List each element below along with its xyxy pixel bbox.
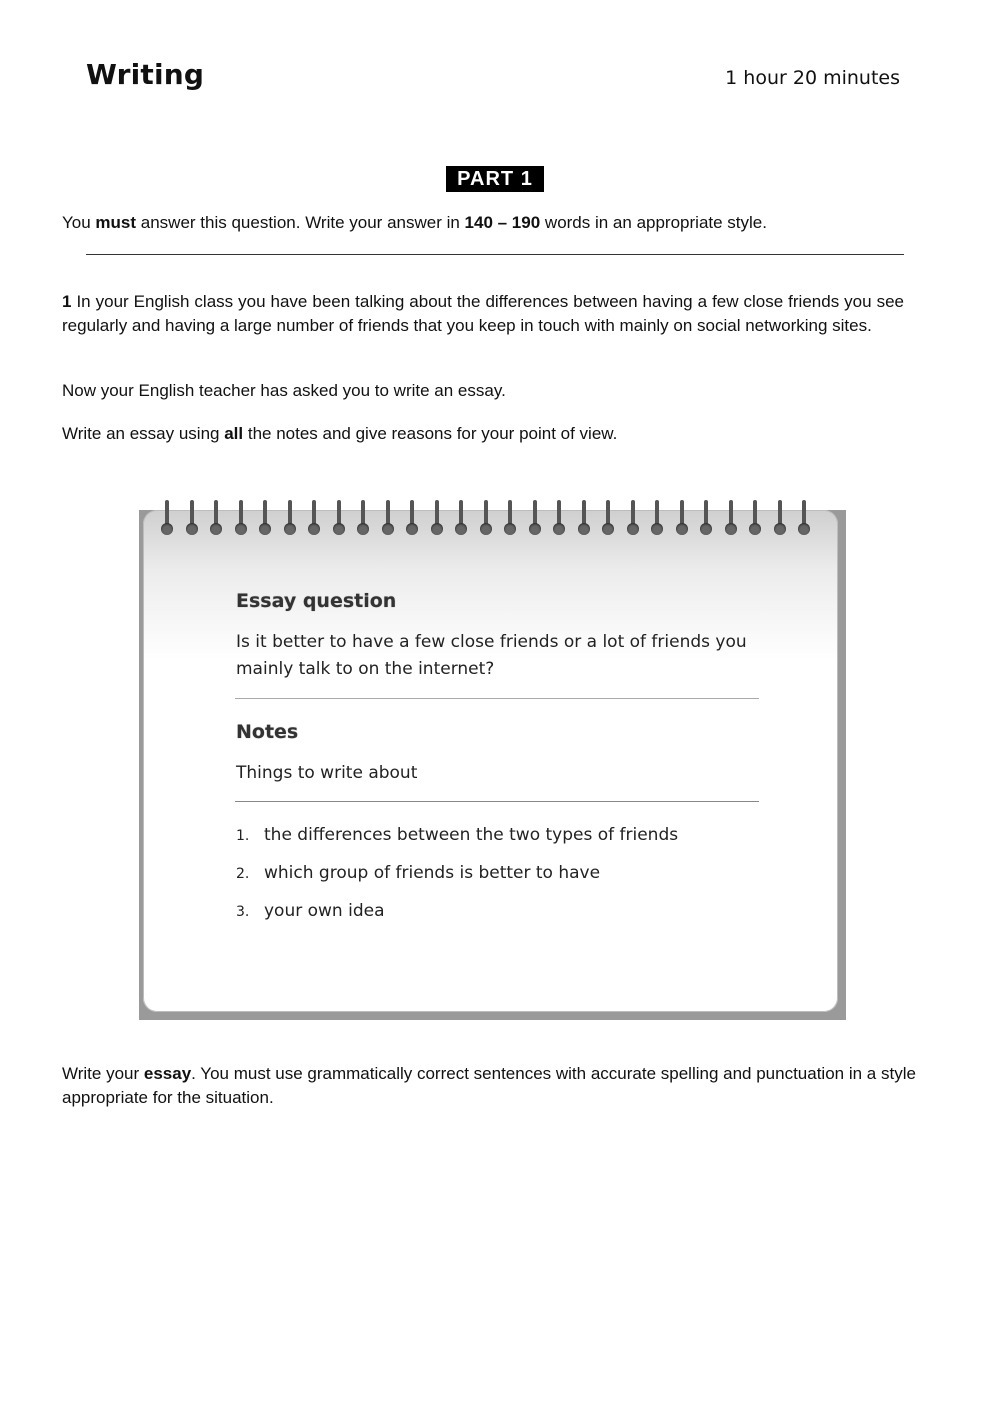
note-item: the differences between the two types of friends xyxy=(264,825,679,845)
spiral-ring xyxy=(332,500,346,538)
spiral-ring xyxy=(454,500,468,538)
notebook-rule-2 xyxy=(235,801,759,802)
divider xyxy=(86,254,904,255)
teacher-line: Now your English teacher has asked you to write an essay. xyxy=(62,381,506,400)
spiral-ring xyxy=(160,500,174,538)
spiral-ring xyxy=(356,500,370,538)
spiral-ring xyxy=(234,500,248,538)
part-badge: PART 1 xyxy=(446,166,544,192)
spiral-ring xyxy=(797,500,811,538)
instruction-line xyxy=(62,211,767,235)
time-allowed: 1 hour 20 minutes xyxy=(725,67,900,89)
footer-text-2: . You must use grammatically correct sentences with accurate spelling and punctuation in a style appropriate for the situation. xyxy=(62,1064,916,1107)
spiral-ring xyxy=(209,500,223,538)
notebook-rule-1 xyxy=(235,698,759,699)
question-intro-text: In your English class you have been talking about the differences between having a few close friends you see regularly and having a large number of friends that you keep in touch with mainly on social networking sites. xyxy=(62,292,904,335)
spiral-ring xyxy=(626,500,640,538)
question-intro xyxy=(62,290,904,338)
notes-subheading: Things to write about xyxy=(236,763,418,783)
spiral-ring xyxy=(601,500,615,538)
note-item-number: 1. xyxy=(236,828,250,844)
spiral-ring xyxy=(381,500,395,538)
spiral-ring xyxy=(699,500,713,538)
spiral-ring xyxy=(528,500,542,538)
notes-heading: Notes xyxy=(236,721,299,743)
spiral-ring xyxy=(675,500,689,538)
spiral-ring xyxy=(650,500,664,538)
note-item: your own idea xyxy=(264,901,385,921)
footer-essay: essay xyxy=(143,1064,192,1083)
spiral-ring xyxy=(748,500,762,538)
note-item: which group of friends is better to have xyxy=(264,863,601,883)
spiral-ring xyxy=(405,500,419,538)
instruction-word-range: 140 – 190 xyxy=(464,213,541,232)
notebook-page xyxy=(143,510,838,1012)
note-item-number: 3. xyxy=(236,904,250,920)
instruction-text-2: answer this question. Write your answer in xyxy=(136,213,465,232)
spiral-ring xyxy=(577,500,591,538)
task-text-2: the notes and give reasons for your point of view. xyxy=(243,424,618,443)
instruction-must: must xyxy=(95,213,137,232)
question-number: 1 xyxy=(62,292,72,311)
note-item-number: 2. xyxy=(236,866,250,882)
spiral-ring xyxy=(258,500,272,538)
spiral-ring xyxy=(724,500,738,538)
task-text-1: Write an essay using xyxy=(62,424,225,443)
spiral-ring xyxy=(773,500,787,538)
footer-instruction xyxy=(62,1062,922,1110)
spiral-ring xyxy=(503,500,517,538)
essay-question-line-2: mainly talk to on the internet? xyxy=(236,659,495,679)
spiral-ring xyxy=(307,500,321,538)
instruction-text-3: words in an appropriate style. xyxy=(540,213,767,232)
task-all: all xyxy=(224,424,244,443)
footer-text-1: Write your xyxy=(62,1064,144,1083)
spiral-ring xyxy=(430,500,444,538)
page-title: Writing xyxy=(86,58,205,91)
instruction-text-1: You xyxy=(62,213,96,232)
spiral-ring xyxy=(283,500,297,538)
essay-question-line-1: Is it better to have a few close friends or a lot of friends you xyxy=(236,632,747,652)
essay-question-heading: Essay question xyxy=(236,590,397,612)
task-line xyxy=(62,422,904,446)
spiral-ring xyxy=(552,500,566,538)
spiral-ring xyxy=(185,500,199,538)
spiral-ring xyxy=(479,500,493,538)
